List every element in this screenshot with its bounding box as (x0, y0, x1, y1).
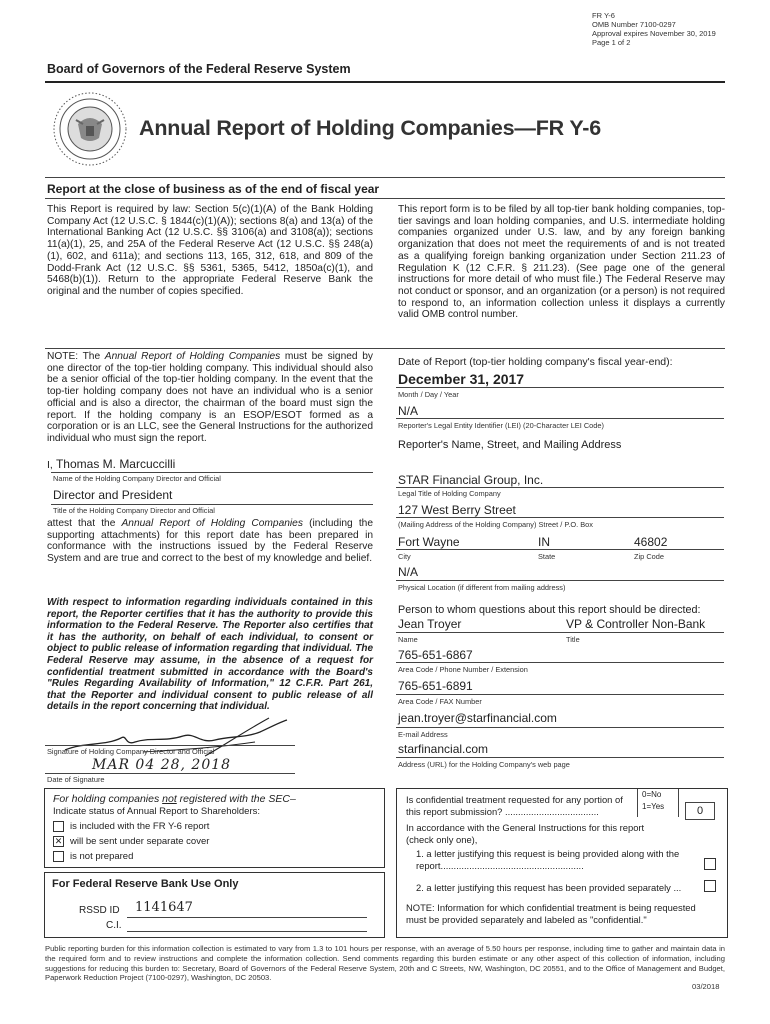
zip-value[interactable]: 46802 (634, 535, 668, 549)
frb-heading: For Federal Reserve Bank Use Only (52, 878, 239, 890)
physical-location-label: Physical Location (if different from mailing address) (398, 583, 566, 592)
checkbox-separate-cover[interactable]: ✕ (54, 836, 63, 846)
signer-title-line (51, 504, 373, 505)
signer-name[interactable]: Thomas M. Marcuccilli (55, 457, 176, 471)
fax-label: Area Code / FAX Number (398, 697, 482, 706)
note-rest: must be signed by one director of the top-tier holding company. This individual should also be a senior official of the top-tier holding company. In the event that the top-tier holding company does not have an individual who is a senior official and is also a director, the chairman of the board must sign the report. If the holding company is an ESOP/ESOT formed as a corporation or is an LLC, see the General Instructions for the authorized individual who must sign the report. (47, 351, 373, 444)
phone-line (396, 662, 724, 663)
attest-prefix: attest that the (47, 518, 122, 529)
date-line (45, 773, 295, 774)
signer-note (47, 351, 373, 445)
sec-heading-not: not (162, 793, 177, 805)
lei-label: Reporter's Legal Entity Identifier (LEI) (20-Character LEI Code) (398, 421, 604, 430)
confidential-answer[interactable]: 0 (685, 802, 715, 820)
option-not-prepared-label: is not prepared (70, 851, 134, 863)
attest-doc-name: Annual Report of Holding Companies (121, 518, 303, 529)
report-date-heading: Date of Report (top-tier holding company's fiscal year-end): (398, 356, 673, 368)
rssd-id-value[interactable]: 1141647 (135, 900, 193, 915)
attest-rest: (including the supporting attachments) for this report date has been prepared in conformance with the instructions issued by the Federal Reserve System and are true and correct to the best of my knowledge and belief. (47, 518, 373, 565)
header-rule (45, 81, 725, 83)
email-value[interactable]: jean.troyer@starfinancial.com (398, 711, 557, 725)
company-name-label: Legal Title of Holding Company (398, 489, 501, 498)
checkbox-not-prepared[interactable] (53, 851, 64, 862)
city-value[interactable]: Fort Wayne (398, 535, 460, 549)
contact-name-label: Name (398, 635, 418, 644)
contact-heading: Person to whom questions about this report should be directed: (398, 604, 701, 616)
confidential-item-1 (416, 848, 696, 872)
signature-label: Signature of Holding Company Director and Official (47, 747, 215, 756)
attestation-text (47, 518, 373, 565)
date-of-signature-label: Date of Signature (47, 775, 105, 784)
email-line (396, 727, 724, 728)
street-line (396, 517, 724, 518)
ci-line (127, 931, 367, 932)
city-label: City (398, 552, 411, 561)
contact-name-value[interactable]: Jean Troyer (398, 617, 462, 631)
frb-use-box (44, 872, 385, 938)
sec-option-not-prepared[interactable] (53, 851, 133, 862)
page-number: Page 1 of 2 (592, 38, 631, 47)
confidential-item-2: 2. a letter justifying this request has been provided separately ... (416, 882, 682, 893)
checkbox-included[interactable] (53, 821, 64, 832)
report-date-line (396, 387, 724, 388)
signer-title-label: Title of the Holding Company Director and Official (53, 506, 215, 515)
section-rule (45, 198, 725, 199)
lei-value[interactable]: N/A (398, 404, 419, 418)
section-heading: Report at the close of business as of the end of fiscal year (47, 182, 380, 196)
legal-authority-text: This Report is required by law: Section 5(c)(1)(A) of the Bank Holding Company Act (12 U.S.C. § 1844(c)(1)(A)); sections 8(a) and 13(a) of the International Banking Act (12 U.S.C. §§ 3106(a) and 3108(a)); sections 11(a)(1), 25, and 25A of the Federal Reserve Act (12 U.S.C. §§ 248(a)(1), 602, and 611a); and sections 113, 165, 312, 618, and 809 of the Dodd-Frank Act (12 U.S.C. §§ 5361, 5365, 5412, 1850a(c)(1), and 5468(b)(1)). Return to the appropriate Federal Reserve Bank the original and the number of copies specified. (47, 204, 373, 297)
confidential-question-text: Is confidential treatment requested for any portion of this report submission? (406, 794, 623, 817)
confidential-note: NOTE: Information for which confidential treatment is being requested must be provided separately and labeled as "confidential." (406, 902, 696, 925)
form-id: FR Y-6 (592, 11, 615, 20)
website-label: Address (URL) for the Holding Company's web page (398, 760, 570, 769)
sec-status-box (44, 788, 385, 868)
physical-location-line (396, 580, 724, 581)
street-value[interactable]: 127 West Berry Street (398, 503, 516, 517)
burden-statement: Public reporting burden for this information collection is estimated to vary from 1.3 to 101 hours per response, with an average of 5.50 hours per response, including time to gather and maintain data in the required form and to review instructions and complete the information collection. Send comments regarding this burden estimate or any other aspect of this collection of information, including suggestions for reducing this burden to: Secretary, Board of Governors of the Federal Reserve System, 20th and C Streets, NW, Washington, DC 20551, and to the Office of Management and Budget, Paperwork Reduction Project (7100-0297), Washington, DC 20503. (45, 944, 725, 983)
agency-name: Board of Governors of the Federal Reserve System (47, 62, 351, 76)
option-separate-label: will be sent under separate cover (70, 836, 210, 848)
signer-name-row (47, 457, 175, 471)
company-name-value[interactable]: STAR Financial Group, Inc. (398, 473, 544, 487)
i-prefix: I, (47, 459, 53, 471)
signature-line (45, 745, 295, 746)
website-value[interactable]: starfinancial.com (398, 742, 489, 756)
signature-script (3, 3, 4, 4)
contact-title-label: Title (566, 635, 580, 644)
fax-value[interactable]: 765-651-6891 (398, 679, 473, 693)
sec-heading-a: For holding companies (53, 793, 163, 805)
who-must-file-text: This report form is to be filed by all top-tier bank holding companies, top-tier savings and loan holding companies, and U.S. intermediate holding companies organized under U.S. law, and by any foreign banking organization that does not meet the requirements of and is not treated as a qualifying foreign banking organization under Section 211.23 of Regulation K (12 C.F.R. § 211.23). (See page one of the general instructions for more detail of who must file.) The Federal Reserve may not conduct or sponsor, and an organization (or a person) is not required to respond to, an information collection unless it displays a currently valid OMB control number. (398, 204, 725, 321)
signature-date[interactable]: MAR 04 28, 2018 (92, 757, 232, 773)
signer-name-label: Name of the Holding Company Director and Official (53, 474, 221, 483)
phone-value[interactable]: 765-651-6867 (398, 648, 473, 662)
confidential-instruction: In accordance with the General Instructions for this report (check only one), (406, 822, 645, 845)
street-label: (Mailing Address of the Holding Company) Street / P.O. Box (398, 520, 593, 529)
page-title: Annual Report of Holding Companies—FR Y-6 (139, 116, 602, 140)
contact-title-value[interactable]: VP & Controller Non-Bank (566, 617, 706, 631)
note-doc-name: Annual Report of Holding Companies (104, 351, 281, 362)
confidential-question (406, 794, 636, 818)
signer-name-line (51, 472, 373, 473)
company-name-line (396, 487, 724, 488)
option-included-label: is included with the FR Y-6 report (70, 821, 210, 833)
rssd-label: RSSD ID (79, 905, 120, 916)
note-prefix: NOTE: The (47, 351, 105, 362)
report-date-value[interactable]: December 31, 2017 (398, 371, 525, 387)
physical-location-value[interactable]: N/A (398, 565, 419, 579)
ci-label: C.I. (106, 920, 122, 931)
state-label: State (538, 552, 556, 561)
item1-leader: ....................................................... (440, 860, 584, 871)
confidential-leader: .................................... (505, 806, 599, 817)
form-meta (592, 11, 716, 47)
omb-number: OMB Number 7100-0297 (592, 20, 676, 29)
email-label: E-mail Address (398, 730, 448, 739)
item1-text: 1. a letter justifying this request is being provided along with the report (416, 848, 680, 871)
signer-title[interactable]: Director and President (53, 488, 173, 502)
fax-line (396, 694, 724, 695)
city-line (396, 549, 724, 550)
intro-rule (45, 348, 725, 349)
sec-option-included[interactable] (53, 821, 209, 832)
address-heading: Reporter's Name, Street, and Mailing Address (398, 439, 622, 451)
sec-heading-b: registered with the SEC– (176, 793, 296, 805)
checkbox-letter-with-report[interactable] (704, 858, 716, 870)
contact-name-line (396, 632, 724, 633)
website-line (396, 757, 724, 758)
sec-option-separate[interactable] (53, 836, 209, 847)
zip-label: Zip Code (634, 552, 664, 561)
confidential-codes (637, 789, 679, 817)
title-rule (45, 177, 725, 178)
sec-heading (53, 793, 296, 805)
confidential-treatment-box (396, 788, 728, 938)
state-value[interactable]: IN (538, 535, 550, 549)
approval-expiry: Approval expires November 30, 2019 (592, 29, 716, 38)
rssd-line (127, 917, 367, 918)
report-date-label: Month / Day / Year (398, 390, 459, 399)
code-yes: 1=Yes (642, 802, 665, 811)
form-date-code: 03/2018 (692, 982, 720, 991)
code-no: 0=No (642, 790, 662, 799)
lei-line (396, 418, 724, 419)
federal-reserve-seal (51, 90, 129, 168)
sec-subheading: Indicate status of Annual Report to Shareholders: (53, 806, 261, 817)
checkbox-letter-separately[interactable] (704, 880, 716, 892)
phone-label: Area Code / Phone Number / Extension (398, 665, 528, 674)
confidentiality-certification: With respect to information regarding individuals contained in this report, the Reporter certifies that it has the authority to provide this information to the Federal Reserve. The Reporter also certifies that it has the authority, on behalf of each individual, to consent or object to public release of information regarding that individual. The Federal Reserve may assume, in the absence of a request for confidential treatment submitted in accordance with the Board's "Rules Regarding Availability of Information," 12 C.F.R. Part 261, that the Reporter and individual consent to public release of all details in the report concerning that individual. (47, 597, 373, 713)
